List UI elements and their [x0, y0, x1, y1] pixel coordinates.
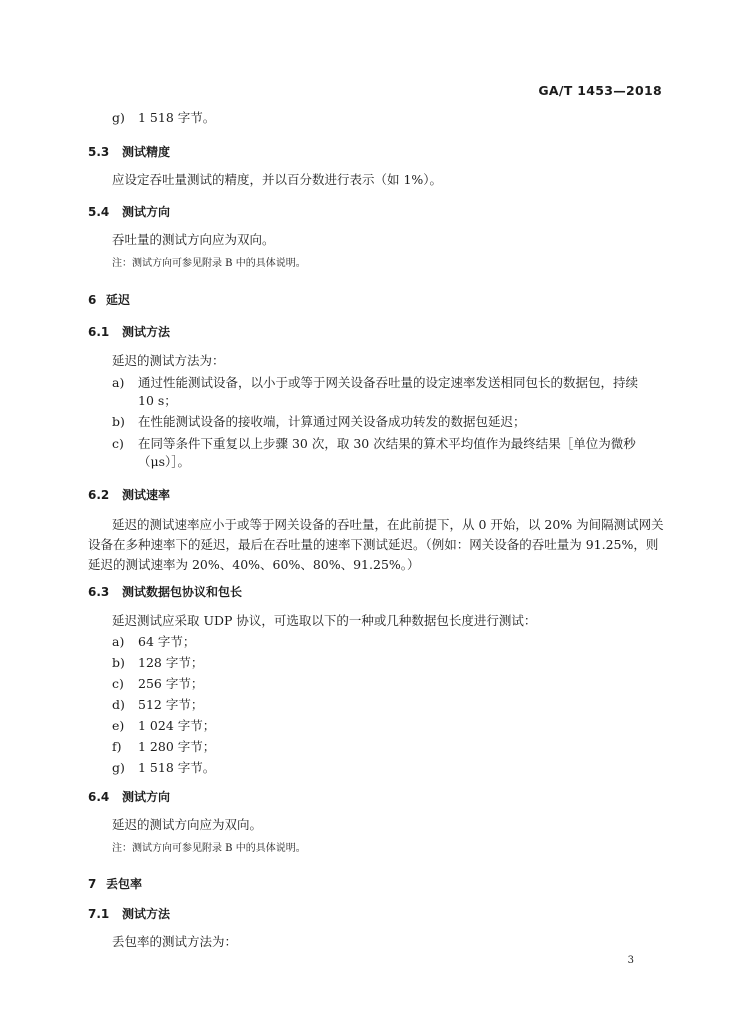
section-heading-7-1 [88, 905, 170, 922]
list-text: 通过性能测试设备，以小于或等于网关设备吞吐量的设定速率发送相同包长的数据包，持续 [138, 375, 639, 390]
section-number: 7 [88, 877, 97, 891]
list-text: 256 字节； [138, 676, 204, 691]
list-item [112, 718, 215, 734]
list-marker: g) [112, 760, 125, 775]
section-number: 5.4 [88, 205, 110, 219]
section-title: 延迟 [106, 293, 131, 307]
list-text: 在同等条件下重复以上步骤 30 次，取 30 次结果的算术平均值作为最终结果［单位为微秒 [138, 436, 636, 451]
section-heading-6-2 [88, 486, 170, 503]
list-text: 在性能测试设备的接收端，计算通过网关设备成功转发的数据包延迟； [138, 414, 526, 429]
list-item [112, 634, 195, 650]
list-item [112, 375, 638, 391]
note: 注：测试方向可参见附录 B 中的具体说明。 [112, 258, 306, 269]
section-title: 测试方法 [122, 325, 171, 339]
section-number: 6.1 [88, 325, 110, 339]
list-text-continued: 10 s； [138, 393, 177, 408]
list-marker: e) [112, 718, 125, 733]
list-item [112, 760, 215, 776]
section-heading-6-3 [88, 583, 242, 600]
list-marker: a) [112, 634, 125, 649]
section-number: 7.1 [88, 907, 110, 921]
list-marker: c) [112, 436, 124, 451]
section-title: 测试精度 [122, 145, 171, 159]
section-title: 测试速率 [122, 488, 171, 502]
list-text: 64 字节； [138, 634, 196, 649]
list-item [112, 110, 215, 126]
paragraph-line: 设备在多种速率下的延迟，最后在吞吐量的速率下测试延迟。（例如：网关设备的吞吐量为 91.25%，则 [88, 537, 659, 552]
paragraph: 延迟的测试方向应为双向。 [112, 817, 263, 832]
list-item [112, 655, 203, 671]
list-marker: a) [112, 375, 125, 390]
section-heading-5-4 [88, 203, 170, 220]
list-item [112, 676, 203, 692]
list-marker: g) [112, 110, 125, 125]
list-text-continued: （μs）］。 [138, 454, 191, 469]
list-text: 1 518 字节。 [138, 760, 216, 775]
document-code: GA/T 1453—2018 [538, 83, 662, 98]
section-heading-6-4 [88, 788, 170, 805]
list-marker: b) [112, 414, 125, 429]
list-marker: f) [112, 739, 122, 754]
paragraph-line: 延迟的测试速率为 20%、40%、60%、80%、91.25%。） [88, 557, 420, 572]
section-number: 6.3 [88, 585, 110, 599]
list-item [112, 414, 526, 430]
chapter-heading-6 [88, 291, 130, 308]
chapter-heading-7 [88, 875, 142, 892]
list-text: 512 字节； [138, 697, 204, 712]
section-number: 6.4 [88, 790, 110, 804]
section-number: 6.2 [88, 488, 110, 502]
list-text: 128 字节； [138, 655, 204, 670]
paragraph: 吞吐量的测试方向应为双向。 [112, 232, 275, 247]
section-title: 测试方向 [122, 790, 171, 804]
list-text: 1 518 字节。 [138, 110, 216, 125]
section-title: 测试方法 [122, 907, 171, 921]
paragraph: 丢包率的测试方法为： [112, 934, 238, 949]
list-text: 1 280 字节； [138, 739, 216, 754]
list-item [112, 739, 215, 755]
page-number: 3 [627, 955, 634, 966]
list-item [112, 436, 636, 452]
list-text: 1 024 字节； [138, 718, 216, 733]
section-title: 测试方向 [122, 205, 171, 219]
list-marker: c) [112, 676, 124, 691]
list-marker: d) [112, 697, 125, 712]
paragraph: 延迟的测试方法为： [112, 353, 225, 368]
section-number: 5.3 [88, 145, 110, 159]
section-heading-5-3 [88, 143, 170, 160]
paragraph: 延迟测试应采取 UDP 协议，可选取以下的一种或几种数据包长度进行测试： [112, 613, 537, 628]
section-title: 测试数据包协议和包长 [122, 585, 243, 599]
section-number: 6 [88, 293, 97, 307]
paragraph: 应设定吞吐量测试的精度，并以百分数进行表示（如 1%）。 [112, 172, 443, 187]
section-heading-6-1 [88, 323, 170, 340]
section-title: 丢包率 [106, 877, 143, 891]
list-item [112, 697, 203, 713]
note: 注：测试方向可参见附录 B 中的具体说明。 [112, 843, 306, 854]
list-marker: b) [112, 655, 125, 670]
paragraph-line: 延迟的测试速率应小于或等于网关设备的吞吐量，在此前提下，从 0 开始，以 20% 为间隔测试网关 [112, 517, 664, 532]
